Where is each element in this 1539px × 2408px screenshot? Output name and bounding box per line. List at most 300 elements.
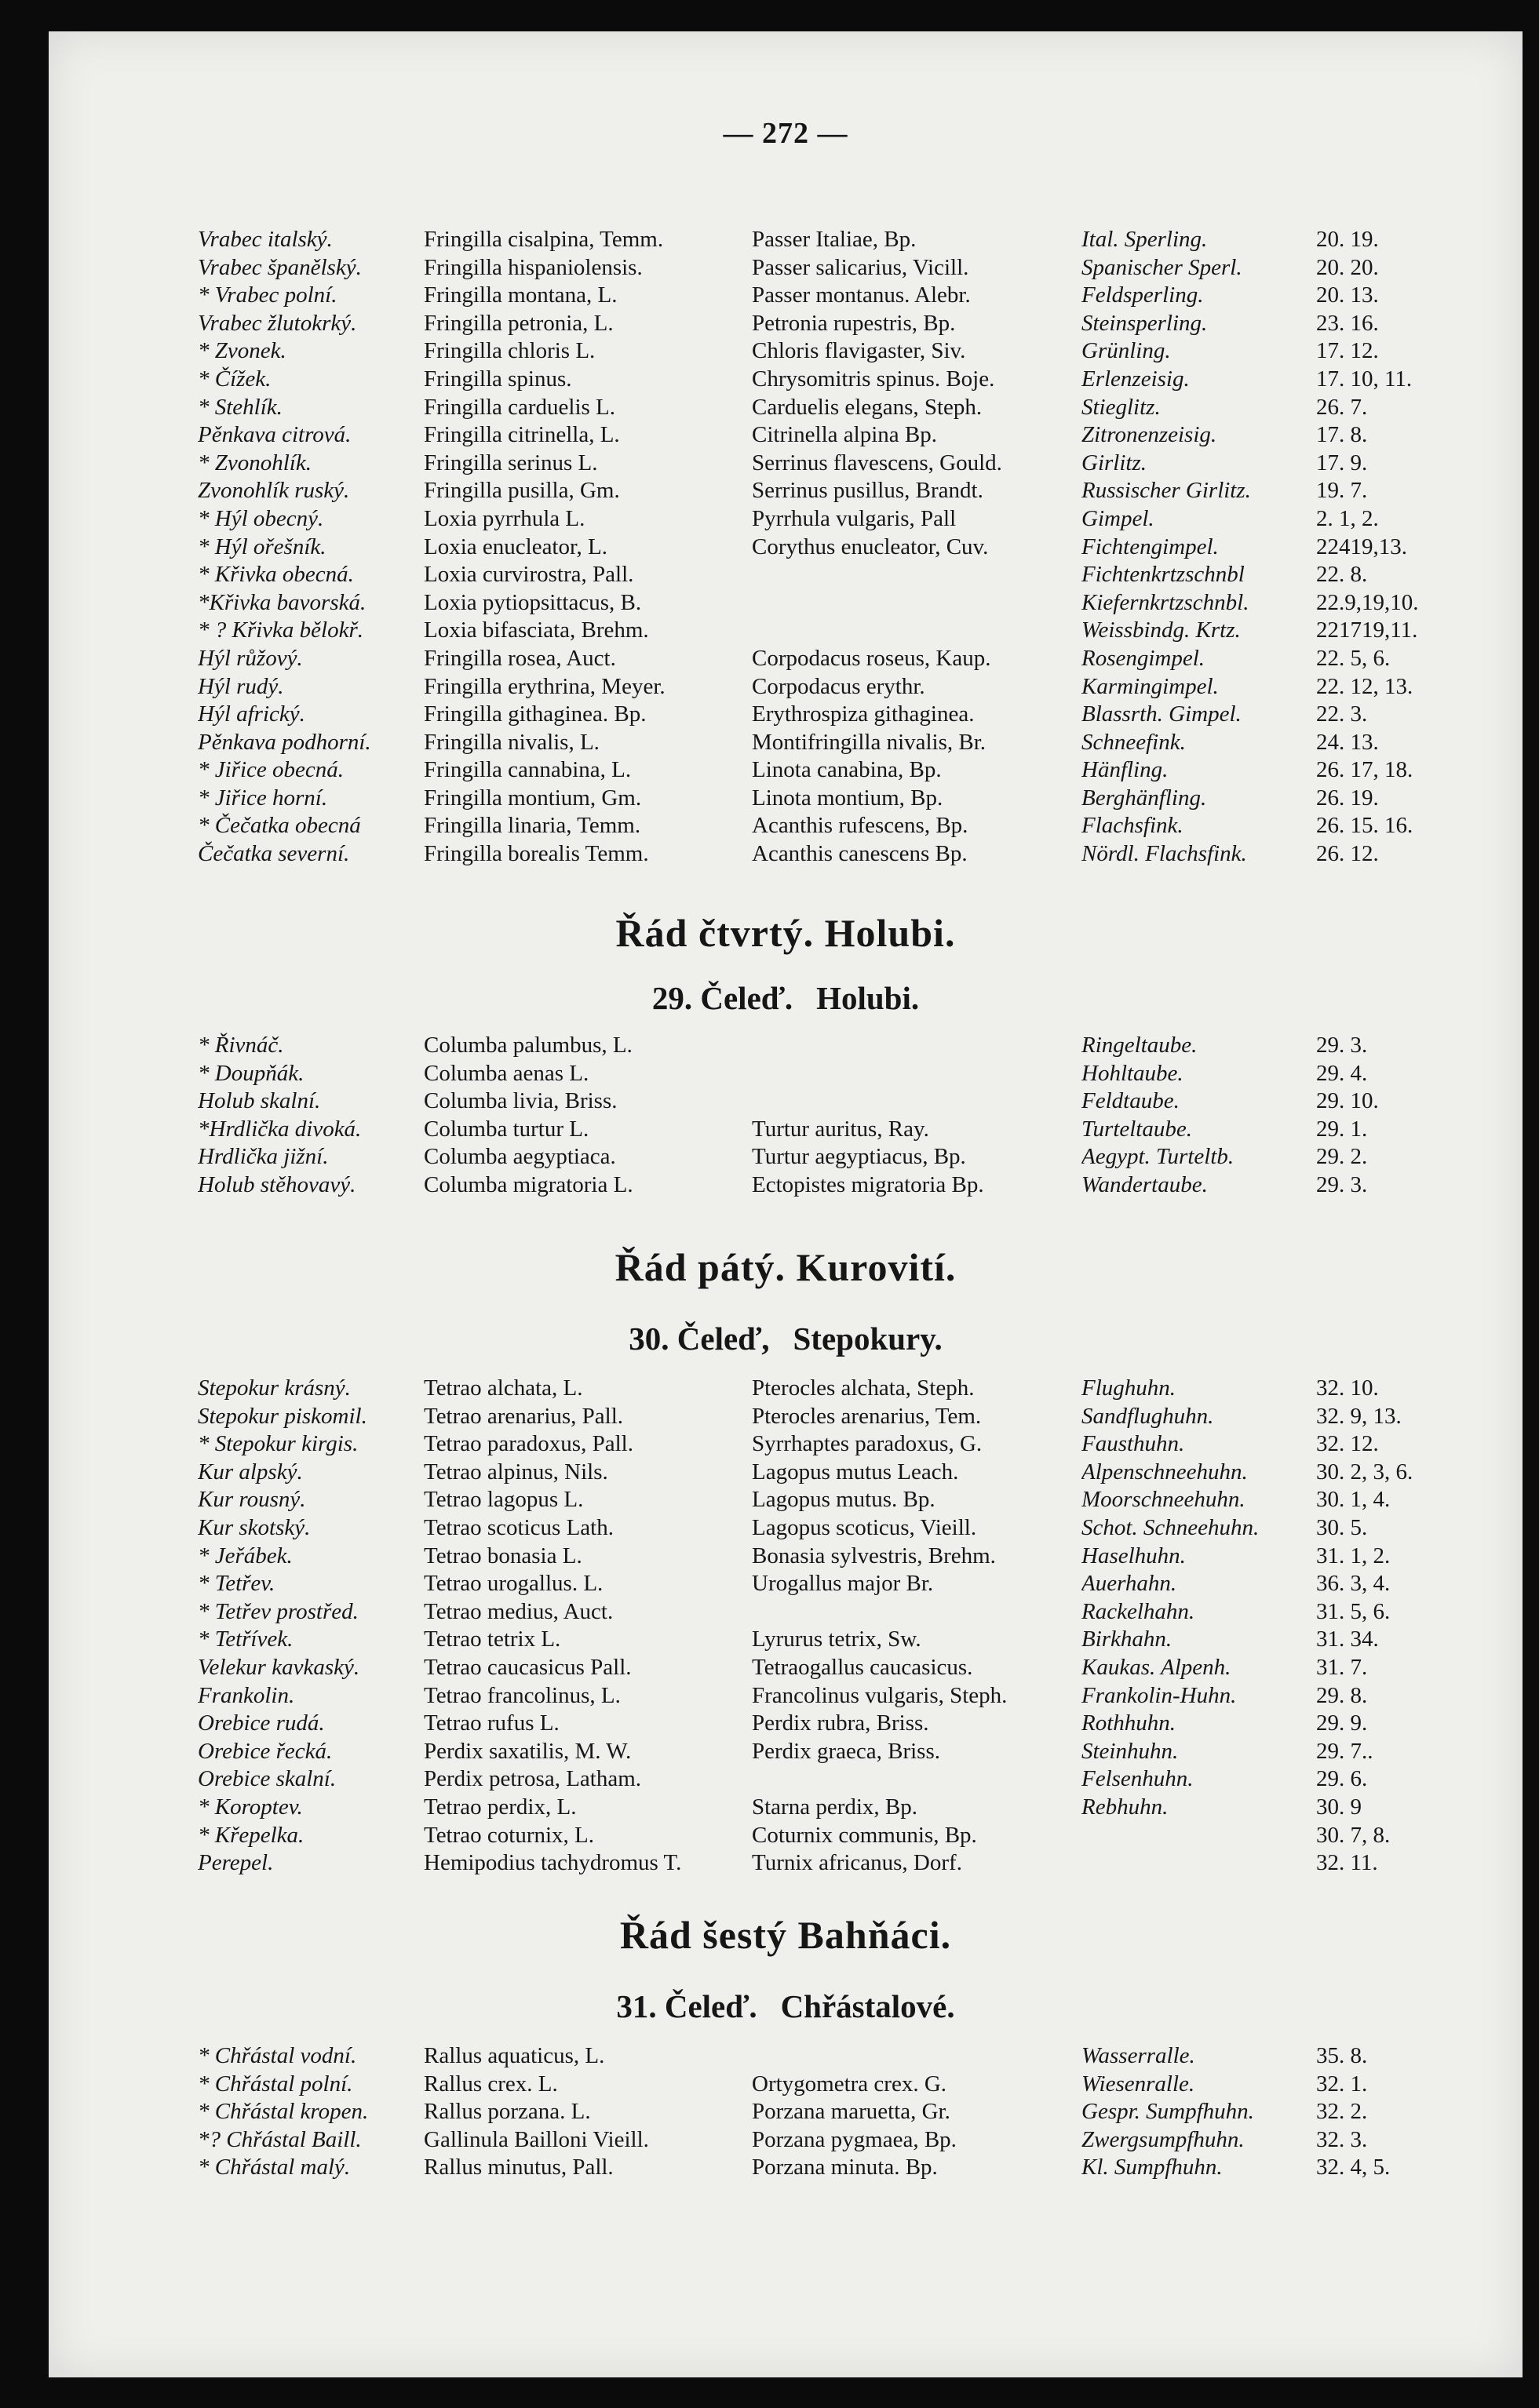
table-row: [49, 1459, 1523, 1487]
czech-name: * Chřástal vodní.: [198, 2043, 357, 2068]
german-name: Grünling.: [1081, 338, 1171, 364]
german-name: Zitronenzeisig.: [1081, 422, 1217, 448]
linnaean-name: Tetrao rufus L.: [424, 1710, 560, 1736]
plate-reference: 26. 19.: [1316, 785, 1379, 811]
family-name: Stepokury.: [793, 1321, 943, 1357]
plate-reference: 29. 3.: [1316, 1033, 1368, 1058]
german-name: Ital. Sperling.: [1081, 227, 1208, 252]
table-row: [49, 1570, 1523, 1598]
table-row: [49, 812, 1523, 840]
plate-reference: 32. 3.: [1316, 2126, 1368, 2152]
plate-reference: 31. 5, 6.: [1316, 1598, 1391, 1624]
czech-name: Pěnkava citrová.: [198, 422, 352, 448]
german-name: Fausthuhn.: [1081, 1431, 1185, 1457]
german-name: Fichtengimpel.: [1081, 534, 1219, 559]
czech-name: * Chřástal malý.: [198, 2155, 351, 2180]
modern-name: Corpodacus roseus, Kaup.: [752, 645, 991, 671]
czech-name: * Doupňák.: [198, 1060, 305, 1086]
plate-reference: 22. 8.: [1316, 562, 1368, 588]
plate-reference: 24. 13.: [1316, 729, 1379, 755]
linnaean-name: Tetrao alpinus, Nils.: [424, 1459, 608, 1485]
czech-name: Kur rousný.: [198, 1487, 306, 1513]
czech-name: *Hrdlička divoká.: [198, 1116, 362, 1142]
linnaean-name: Fringilla erythrina, Meyer.: [424, 673, 666, 699]
plate-reference: 23. 16.: [1316, 310, 1379, 336]
plate-reference: 17. 10, 11.: [1316, 366, 1413, 392]
plate-reference: 26. 15. 16.: [1316, 813, 1413, 839]
modern-name: Passer salicarius, Vicill.: [752, 254, 969, 280]
modern-name: Ectopistes migratoria Bp.: [752, 1171, 984, 1197]
table-row: [49, 673, 1523, 701]
german-name: Kiefernkrtzschnbl.: [1081, 589, 1249, 615]
czech-name: * Jiřice obecná.: [198, 757, 345, 783]
german-name: Aegypt. Turteltb.: [1081, 1144, 1234, 1170]
linnaean-name: Tetrao scoticus Lath.: [424, 1514, 614, 1540]
czech-name: * Vrabec polní.: [198, 282, 337, 308]
table-row: [49, 2098, 1523, 2126]
german-name: Blassrth. Gimpel.: [1081, 701, 1242, 727]
species-table-tetraonidae: [49, 1375, 1523, 1878]
linnaean-name: Loxia bifasciata, Brehm.: [424, 617, 649, 643]
czech-name: Hrdlička jižní.: [198, 1144, 329, 1170]
linnaean-name: Columba aegyptiaca.: [424, 1144, 616, 1170]
czech-name: Holub stěhovavý.: [198, 1171, 356, 1197]
german-name: Rothhuhn.: [1081, 1710, 1176, 1736]
table-row: [49, 1654, 1523, 1682]
table-row: [49, 1682, 1523, 1710]
plate-reference: 221719,11.: [1316, 617, 1418, 643]
table-row: [49, 561, 1523, 589]
german-name: Girlitz.: [1081, 450, 1147, 475]
german-name: Auerhahn.: [1081, 1571, 1177, 1597]
plate-reference: 30. 7, 8.: [1316, 1822, 1391, 1848]
czech-name: * Stepokur kirgis.: [198, 1431, 359, 1457]
czech-name: Hýl africký.: [198, 701, 305, 727]
linnaean-name: Columba livia, Briss.: [424, 1088, 618, 1114]
german-name: Berghänfling.: [1081, 785, 1207, 811]
linnaean-name: Tetrao paradoxus, Pall.: [424, 1431, 633, 1457]
modern-name: Lagopus mutus Leach.: [752, 1459, 959, 1485]
table-row: [49, 2154, 1523, 2182]
linnaean-name: Gallinula Bailloni Vieill.: [424, 2126, 649, 2152]
plate-reference: 20. 13.: [1316, 282, 1379, 308]
czech-name: * Jeřábek.: [198, 1543, 293, 1568]
czech-name: Hýl růžový.: [198, 645, 303, 671]
modern-name: Chloris flavigaster, Siv.: [752, 338, 966, 364]
modern-name: Lagopus scoticus, Vieill.: [752, 1514, 977, 1540]
plate-reference: 26. 17, 18.: [1316, 757, 1413, 783]
plate-reference: 31. 1, 2.: [1316, 1543, 1391, 1568]
table-row: [49, 1375, 1523, 1403]
czech-name: Stepokur piskomil.: [198, 1403, 367, 1429]
modern-name: Porzana pygmaea, Bp.: [752, 2126, 957, 2152]
table-row: [49, 785, 1523, 813]
german-name: Wasserralle.: [1081, 2043, 1195, 2068]
modern-name: Perdix rubra, Briss.: [752, 1710, 929, 1736]
table-row: [49, 1032, 1523, 1060]
linnaean-name: Fringilla serinus L.: [424, 450, 598, 475]
czech-name: Perepel.: [198, 1850, 274, 1876]
linnaean-name: Loxia curvirostra, Pall.: [424, 562, 634, 588]
german-name: Birkhahn.: [1081, 1627, 1172, 1652]
german-name: Hänfling.: [1081, 757, 1169, 783]
czech-name: * Čížek.: [198, 366, 272, 392]
table-row: [49, 337, 1523, 366]
czech-name: *Křivka bavorská.: [198, 589, 367, 615]
table-row: [49, 1738, 1523, 1766]
plate-reference: 22. 3.: [1316, 701, 1368, 727]
modern-name: Porzana minuta. Bp.: [752, 2155, 938, 2180]
plate-reference: 32. 4, 5.: [1316, 2155, 1391, 2180]
modern-name: Turtur auritus, Ray.: [752, 1116, 929, 1142]
plate-reference: 19. 7.: [1316, 478, 1368, 504]
plate-reference: 2. 1, 2.: [1316, 505, 1379, 531]
plate-reference: 29. 3.: [1316, 1171, 1368, 1197]
modern-name: Serrinus pusillus, Brandt.: [752, 478, 983, 504]
plate-reference: 35. 8.: [1316, 2043, 1368, 2068]
modern-name: Pterocles alchata, Steph.: [752, 1375, 975, 1401]
linnaean-name: Tetrao caucasicus Pall.: [424, 1654, 632, 1680]
modern-name: Acanthis canescens Bp.: [752, 841, 968, 867]
german-name: Steinsperling.: [1081, 310, 1208, 336]
modern-name: Serrinus flavescens, Gould.: [752, 450, 1002, 475]
czech-name: Kur alpský.: [198, 1459, 303, 1485]
table-row: [49, 1430, 1523, 1459]
table-row: [49, 1849, 1523, 1878]
german-name: Stieglitz.: [1081, 394, 1161, 420]
czech-name: * Jiřice horní.: [198, 785, 328, 811]
modern-name: Erythrospiza githaginea.: [752, 701, 975, 727]
linnaean-name: Fringilla linaria, Temm.: [424, 813, 641, 839]
linnaean-name: Fringilla githaginea. Bp.: [424, 701, 647, 727]
table-row: [49, 1543, 1523, 1571]
linnaean-name: Tetrao perdix, L.: [424, 1794, 577, 1820]
linnaean-name: Tetrao coturnix, L.: [424, 1822, 595, 1848]
family-heading-30: [49, 1320, 1523, 1357]
linnaean-name: Columba aenas L.: [424, 1060, 589, 1086]
linnaean-name: Tetrao arenarius, Pall.: [424, 1403, 624, 1429]
linnaean-name: Hemipodius tachydromus T.: [424, 1850, 682, 1876]
table-row: [49, 756, 1523, 785]
table-row: [49, 645, 1523, 673]
modern-name: Linota montium, Bp.: [752, 785, 943, 811]
plate-reference: 17. 9.: [1316, 450, 1368, 475]
table-row: [49, 282, 1523, 310]
modern-name: Petronia rupestris, Bp.: [752, 310, 956, 336]
german-name: Kl. Sumpfhuhn.: [1081, 2155, 1223, 2180]
linnaean-name: Tetrao alchata, L.: [424, 1375, 583, 1401]
german-name: Schot. Schneehuhn.: [1081, 1514, 1260, 1540]
linnaean-name: Fringilla cisalpina, Temm.: [424, 227, 664, 252]
plate-reference: 32. 11.: [1316, 1850, 1378, 1876]
species-table-columbidae: [49, 1032, 1523, 1200]
german-name: Karmingimpel.: [1081, 673, 1219, 699]
german-name: Feldtaube.: [1081, 1088, 1180, 1114]
plate-reference: 32. 12.: [1316, 1431, 1379, 1457]
linnaean-name: Loxia enucleator, L.: [424, 534, 607, 559]
modern-name: Starna perdix, Bp.: [752, 1794, 918, 1820]
german-name: Gespr. Sumpfhuhn.: [1081, 2099, 1254, 2125]
table-row: [49, 477, 1523, 505]
german-name: Turteltaube.: [1081, 1116, 1192, 1142]
czech-name: Orebice rudá.: [198, 1710, 325, 1736]
czech-name: * Stehlík.: [198, 394, 283, 420]
linnaean-name: Fringilla carduelis L.: [424, 394, 616, 420]
table-row: [49, 1710, 1523, 1738]
czech-name: * Zvonek.: [198, 338, 286, 364]
family-name: Holubi.: [816, 980, 920, 1016]
linnaean-name: Tetrao tetrix L.: [424, 1627, 561, 1652]
table-row: [49, 1765, 1523, 1794]
czech-name: * Tetřev.: [198, 1571, 275, 1597]
german-name: Russischer Girlitz.: [1081, 478, 1251, 504]
family-heading-31: [49, 1987, 1523, 2025]
modern-name: Perdix graeca, Briss.: [752, 1738, 940, 1764]
table-row: [49, 310, 1523, 338]
table-row: [49, 1171, 1523, 1200]
modern-name: Pyrrhula vulgaris, Pall: [752, 505, 957, 531]
table-row: [49, 1060, 1523, 1088]
plate-reference: 29. 10.: [1316, 1088, 1379, 1114]
modern-name: Francolinus vulgaris, Steph.: [752, 1682, 1008, 1708]
modern-name: Passer Italiae, Bp.: [752, 227, 917, 252]
german-name: Gimpel.: [1081, 505, 1154, 531]
czech-name: Kur skotský.: [198, 1514, 311, 1540]
modern-name: Turtur aegyptiacus, Bp.: [752, 1144, 966, 1170]
linnaean-name: Fringilla montana, L.: [424, 282, 618, 308]
book-page: [49, 31, 1523, 2377]
plate-reference: 30. 2, 3, 6.: [1316, 1459, 1413, 1485]
plate-reference: 30. 9: [1316, 1794, 1362, 1820]
linnaean-name: Fringilla pusilla, Gm.: [424, 478, 620, 504]
linnaean-name: Tetrao urogallus. L.: [424, 1571, 604, 1597]
order-heading-4: Řád čtvrtý. Holubi.: [615, 911, 956, 955]
table-row: [49, 701, 1523, 729]
linnaean-name: Fringilla montium, Gm.: [424, 785, 642, 811]
linnaean-name: Loxia pyrrhula L.: [424, 505, 585, 531]
table-row: [49, 226, 1523, 254]
plate-reference: 29. 1.: [1316, 1116, 1368, 1142]
german-name: Felsenhuhn.: [1081, 1766, 1194, 1792]
czech-name: * Chřástal kropen.: [198, 2099, 369, 2125]
czech-name: Vrabec žlutokrký.: [198, 310, 357, 336]
linnaean-name: Rallus minutus, Pall.: [424, 2155, 614, 2180]
table-row: [49, 1626, 1523, 1654]
table-row: [49, 1087, 1523, 1116]
modern-name: Ortygometra crex. G.: [752, 2071, 947, 2097]
german-name: Kaukas. Alpenh.: [1081, 1654, 1231, 1680]
german-name: Fichtenkrtzschnbl: [1081, 562, 1245, 588]
czech-name: * Chřástal polní.: [198, 2071, 353, 2097]
plate-reference: 17. 8.: [1316, 422, 1368, 448]
modern-name: Syrrhaptes paradoxus, G.: [752, 1431, 983, 1457]
modern-name: Citrinella alpina Bp.: [752, 422, 937, 448]
modern-name: Coturnix communis, Bp.: [752, 1822, 977, 1848]
linnaean-name: Tetrao francolinus, L.: [424, 1682, 621, 1708]
plate-reference: 36. 3, 4.: [1316, 1571, 1391, 1597]
linnaean-name: Rallus porzana. L.: [424, 2099, 591, 2125]
linnaean-name: Fringilla borealis Temm.: [424, 841, 649, 867]
czech-name: Zvonohlík ruský.: [198, 478, 350, 504]
czech-name: Čečatka severní.: [198, 841, 350, 867]
plate-reference: 22. 5, 6.: [1316, 645, 1391, 671]
table-row: [49, 2126, 1523, 2155]
german-name: Wandertaube.: [1081, 1171, 1208, 1197]
plate-reference: 29. 7..: [1316, 1738, 1373, 1764]
german-name: Steinhuhn.: [1081, 1738, 1179, 1764]
table-row: [49, 1822, 1523, 1850]
table-row: [49, 1794, 1523, 1822]
czech-name: Vrabec italský.: [198, 227, 333, 252]
czech-name: * Hýl ořešník.: [198, 534, 326, 559]
modern-name: Montifringilla nivalis, Br.: [752, 729, 986, 755]
modern-name: Porzana maruetta, Gr.: [752, 2099, 950, 2125]
german-name: Wiesenralle.: [1081, 2071, 1195, 2097]
plate-reference: 32. 1.: [1316, 2071, 1368, 2097]
modern-name: Acanthis rufescens, Bp.: [752, 813, 968, 839]
german-name: Hohltaube.: [1081, 1060, 1183, 1086]
table-row: [49, 840, 1523, 869]
german-name: Frankolin-Huhn.: [1081, 1682, 1237, 1708]
family-number: 31. Čeleď.: [616, 1988, 757, 2024]
modern-name: Linota canabina, Bp.: [752, 757, 942, 783]
table-row: [49, 421, 1523, 450]
table-row: [49, 729, 1523, 757]
table-row: [49, 2071, 1523, 2099]
czech-name: * Křivka obecná.: [198, 562, 354, 588]
table-row: [49, 1403, 1523, 1431]
plate-reference: 29. 2.: [1316, 1144, 1368, 1170]
linnaean-name: Fringilla citrinella, L.: [424, 422, 620, 448]
czech-name: * Zvonohlík.: [198, 450, 312, 475]
linnaean-name: Perdix saxatilis, M. W.: [424, 1738, 632, 1764]
table-row: [49, 450, 1523, 478]
table-row: [49, 1486, 1523, 1514]
plate-reference: 22. 12, 13.: [1316, 673, 1413, 699]
order-heading-6: Řád šestý Bahňáci.: [619, 1913, 952, 1957]
table-row: [49, 617, 1523, 645]
plate-reference: 22.9,19,10.: [1316, 589, 1419, 615]
czech-name: * Řivnáč.: [198, 1033, 284, 1058]
czech-name: Orebice skalní.: [198, 1766, 337, 1792]
czech-name: * Křepelka.: [198, 1822, 305, 1848]
table-row: [49, 1514, 1523, 1543]
german-name: Haselhuhn.: [1081, 1543, 1186, 1568]
linnaean-name: Rallus crex. L.: [424, 2071, 558, 2097]
plate-reference: 32. 2.: [1316, 2099, 1368, 2125]
modern-name: Lyrurus tetrix, Sw.: [752, 1627, 921, 1652]
plate-reference: 30. 5.: [1316, 1514, 1368, 1540]
plate-reference: 26. 7.: [1316, 394, 1368, 420]
modern-name: Tetraogallus caucasicus.: [752, 1654, 973, 1680]
order-heading-5: Řád pátý. Kurovití.: [615, 1245, 957, 1289]
plate-reference: 32. 10.: [1316, 1375, 1379, 1401]
plate-reference: 17. 12.: [1316, 338, 1379, 364]
linnaean-name: Tetrao lagopus L.: [424, 1487, 584, 1513]
czech-name: Velekur kavkaský.: [198, 1654, 360, 1680]
linnaean-name: Columba palumbus, L.: [424, 1033, 633, 1058]
modern-name: Lagopus mutus. Bp.: [752, 1487, 935, 1513]
german-name: Alpenschneehuhn.: [1081, 1459, 1248, 1485]
table-row: [49, 1598, 1523, 1627]
czech-name: * ? Křivka bělokř.: [198, 617, 364, 643]
modern-name: Bonasia sylvestris, Brehm.: [752, 1543, 996, 1568]
plate-reference: 20. 19.: [1316, 227, 1379, 252]
czech-name: Vrabec španělský.: [198, 254, 362, 280]
linnaean-name: Fringilla rosea, Auct.: [424, 645, 616, 671]
linnaean-name: Perdix petrosa, Latham.: [424, 1766, 642, 1792]
german-name: Flachsfink.: [1081, 813, 1183, 839]
czech-name: Pěnkava podhorní.: [198, 729, 371, 755]
plate-reference: 20. 20.: [1316, 254, 1379, 280]
german-name: Erlenzeisig.: [1081, 366, 1190, 392]
linnaean-name: Columba turtur L.: [424, 1116, 589, 1142]
modern-name: Corpodacus erythr.: [752, 673, 925, 699]
linnaean-name: Loxia pytiopsittacus, B.: [424, 589, 642, 615]
modern-name: Carduelis elegans, Steph.: [752, 394, 983, 420]
czech-name: * Hýl obecný.: [198, 505, 324, 531]
family-number: 30. Čeleď,: [629, 1321, 770, 1357]
plate-reference: 22419,13.: [1316, 534, 1407, 559]
german-name: Feldsperling.: [1081, 282, 1204, 308]
table-row: [49, 1143, 1523, 1171]
czech-name: Orebice řecká.: [198, 1738, 333, 1764]
german-name: Sandflughuhn.: [1081, 1403, 1214, 1429]
plate-reference: 29. 9.: [1316, 1710, 1368, 1736]
linnaean-name: Fringilla cannabina, L.: [424, 757, 632, 783]
plate-reference: 30. 1, 4.: [1316, 1487, 1391, 1513]
czech-name: Hýl rudý.: [198, 673, 284, 699]
german-name: Rosengimpel.: [1081, 645, 1205, 671]
german-name: Weissbindg. Krtz.: [1081, 617, 1241, 643]
modern-name: Passer montanus. Alebr.: [752, 282, 971, 308]
modern-name: Urogallus major Br.: [752, 1571, 934, 1597]
table-row: [49, 366, 1523, 394]
plate-reference: 29. 6.: [1316, 1766, 1368, 1792]
german-name: Zwergsumpfhuhn.: [1081, 2126, 1245, 2152]
modern-name: Pterocles arenarius, Tem.: [752, 1403, 982, 1429]
czech-name: Holub skalní.: [198, 1088, 321, 1114]
linnaean-name: Rallus aquaticus, L.: [424, 2043, 605, 2068]
table-row: [49, 505, 1523, 534]
modern-name: Turnix africanus, Dorf.: [752, 1850, 962, 1876]
german-name: Rebhuhn.: [1081, 1794, 1169, 1820]
plate-reference: 32. 9, 13.: [1316, 1403, 1402, 1429]
table-row: [49, 394, 1523, 422]
linnaean-name: Tetrao bonasia L.: [424, 1543, 582, 1568]
german-name: Spanischer Sperl.: [1081, 254, 1242, 280]
table-row: [49, 589, 1523, 617]
species-table-rallidae: [49, 2042, 1523, 2182]
czech-name: Frankolin.: [198, 1682, 295, 1708]
table-row: [49, 2042, 1523, 2071]
linnaean-name: Fringilla spinus.: [424, 366, 572, 392]
german-name: Schneefink.: [1081, 729, 1186, 755]
page-number: — 272 —: [723, 117, 848, 150]
family-heading-29: [49, 979, 1523, 1017]
plate-reference: 29. 4.: [1316, 1060, 1368, 1086]
linnaean-name: Columba migratoria L.: [424, 1171, 633, 1197]
plate-reference: 31. 7.: [1316, 1654, 1368, 1680]
czech-name: * Tetřev prostřed.: [198, 1598, 359, 1624]
german-name: Moorschneehuhn.: [1081, 1487, 1245, 1513]
czech-name: * Čečatka obecná: [198, 813, 361, 839]
family-number: 29. Čeleď.: [651, 980, 793, 1016]
plate-reference: 29. 8.: [1316, 1682, 1368, 1708]
german-name: Ringeltaube.: [1081, 1033, 1198, 1058]
linnaean-name: Fringilla chloris L.: [424, 338, 596, 364]
species-table-fringillidae: [49, 226, 1523, 869]
